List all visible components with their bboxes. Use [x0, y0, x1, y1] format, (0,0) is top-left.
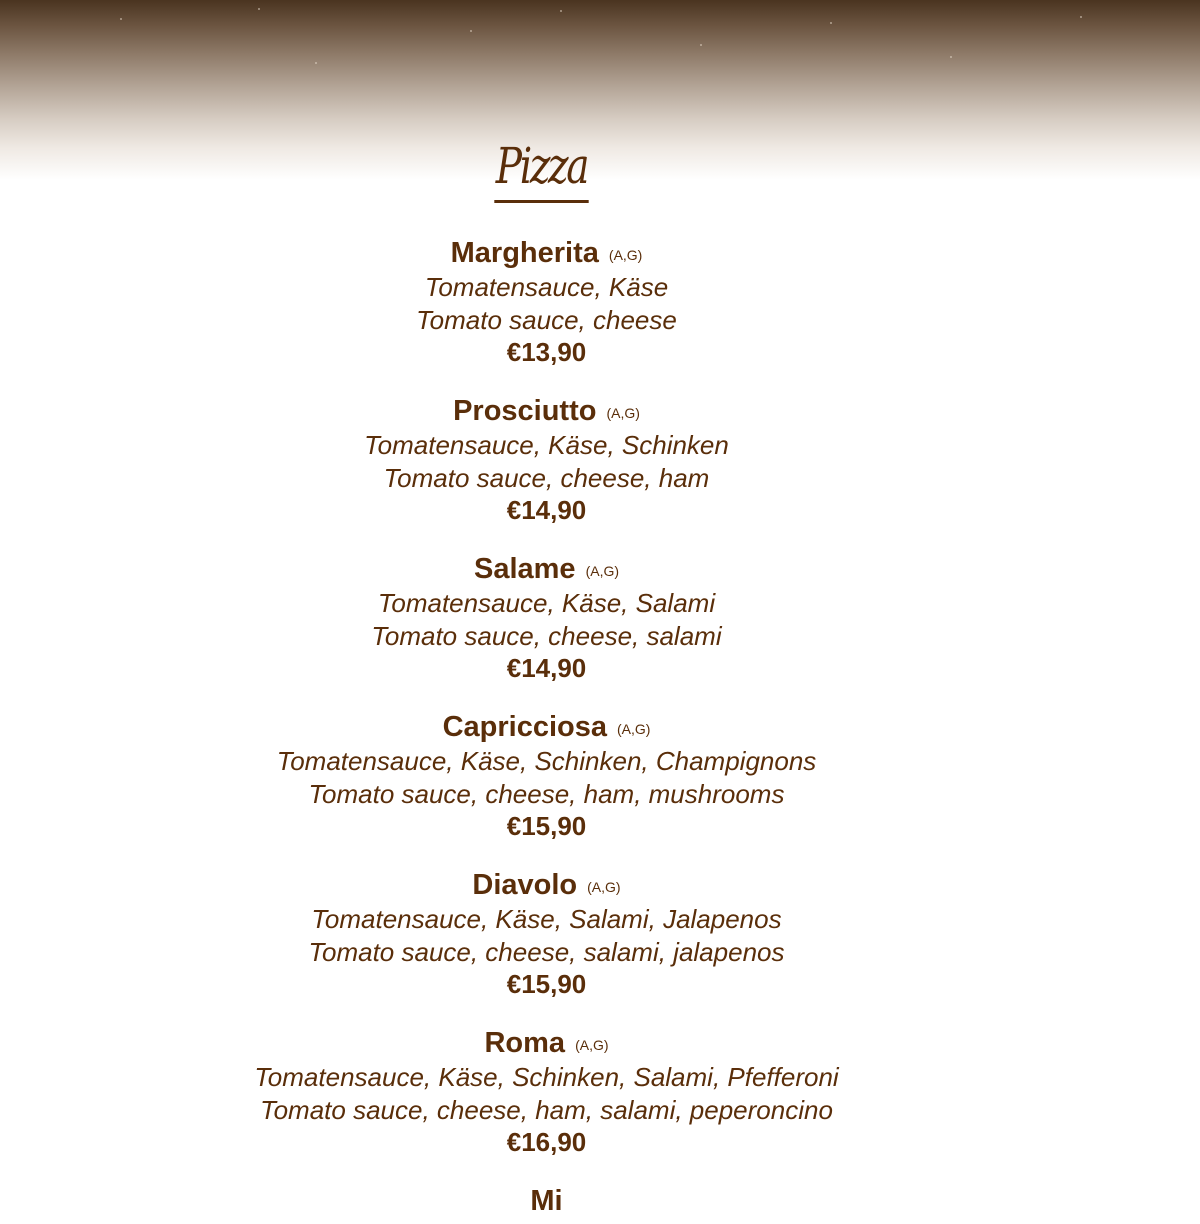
decorative-star: [700, 44, 702, 46]
dish-description-english: Tomato sauce, cheese, ham, mushrooms: [308, 779, 785, 809]
menu-item-partial: [0, 1183, 1093, 1219]
menu-title-text: Pizza: [494, 132, 588, 203]
dish-name: Mi: [530, 1185, 563, 1217]
allergen-codes: (A,G): [587, 879, 621, 895]
menu-item-diavolo: [0, 867, 1093, 999]
dish-name: Prosciutto: [453, 395, 597, 427]
menu-section-title: [119, 130, 964, 203]
dish-price: €14,90: [506, 653, 587, 683]
dish-description-english: Tomato sauce, cheese, ham, salami, peperoncino: [260, 1095, 833, 1125]
dish-price: €14,90: [506, 495, 587, 525]
dish-description-german: Tomatensauce, Käse, Salami, Jalapenos: [311, 904, 782, 934]
dish-description-german: Tomatensauce, Käse, Schinken, Champignons: [276, 746, 817, 776]
decorative-star: [315, 62, 317, 64]
dish-price: €13,90: [506, 337, 587, 367]
dish-description-english: Tomato sauce, cheese, ham: [383, 463, 710, 493]
decorative-star: [950, 56, 952, 58]
dish-name: Capricciosa: [442, 711, 607, 743]
dish-description-english: Tomato sauce, cheese: [416, 305, 677, 335]
dish-price: €16,90: [506, 1127, 587, 1157]
allergen-codes: (A,G): [616, 721, 651, 737]
decorative-star: [1080, 16, 1082, 18]
menu-item-capricciosa: [0, 709, 1093, 841]
menu-item-salame: [0, 551, 1093, 683]
allergen-codes: (A,G): [606, 405, 640, 421]
decorative-star: [470, 30, 472, 32]
dish-description-german: Tomatensauce, Käse: [424, 272, 669, 302]
menu-item-margherita: [0, 235, 1093, 367]
dish-description-english: Tomato sauce, cheese, salami, jalapenos: [308, 937, 785, 967]
decorative-star: [830, 22, 832, 24]
dish-name: Margherita: [450, 237, 599, 269]
dish-description-german: Tomatensauce, Käse, Schinken, Salami, Pfefferoni: [254, 1062, 839, 1092]
menu-item-prosciutto: [0, 393, 1093, 525]
allergen-codes: (A,G): [575, 1037, 609, 1053]
allergen-codes: (A,G): [608, 247, 643, 263]
dish-description-english: Tomato sauce, cheese, salami: [371, 621, 722, 651]
dish-price: €15,90: [506, 969, 587, 999]
dish-name: Salame: [473, 553, 576, 585]
decorative-star: [120, 18, 122, 20]
menu-item-roma: [0, 1025, 1093, 1157]
dish-description-german: Tomatensauce, Käse, Schinken: [364, 430, 729, 460]
dish-name: Diavolo: [472, 869, 578, 901]
decorative-star: [560, 10, 562, 12]
dish-price: €15,90: [506, 811, 587, 841]
decorative-star: [258, 8, 260, 10]
dish-description-german: Tomatensauce, Käse, Salami: [377, 588, 716, 618]
dish-name: Roma: [484, 1027, 566, 1059]
allergen-codes: (A,G): [585, 563, 620, 579]
